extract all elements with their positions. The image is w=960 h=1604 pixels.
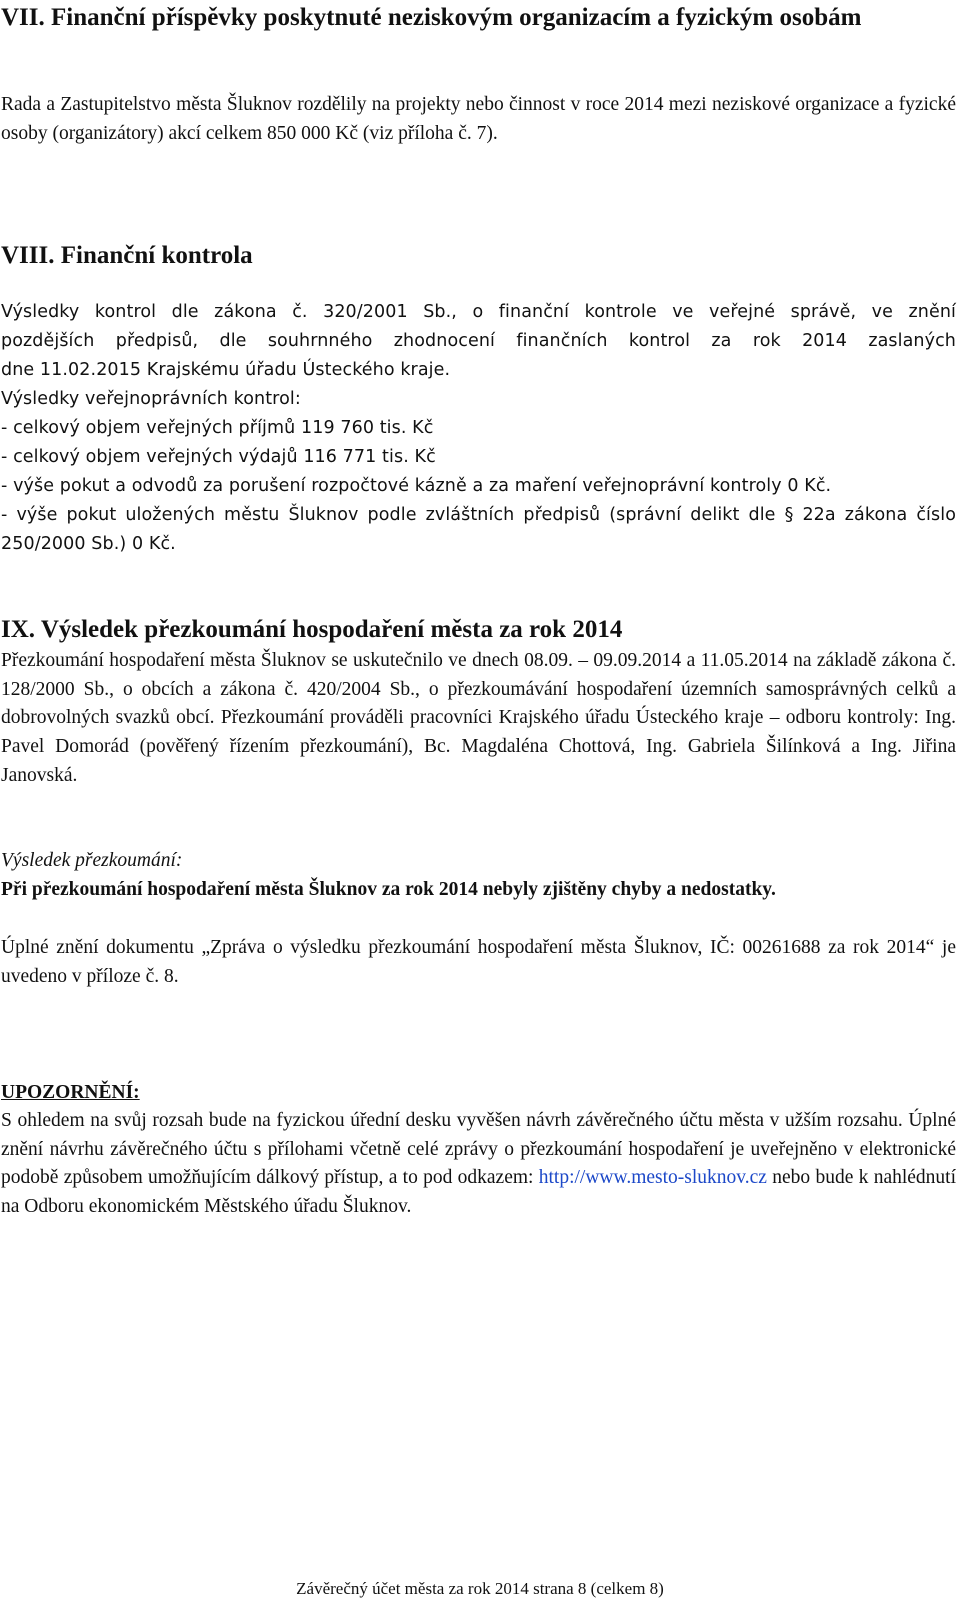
- page-footer: Závěrečný účet města za rok 2014 strana 8 (celkem 8): [296, 1579, 664, 1598]
- notice-text-before-link: S ohledem na svůj rozsah bude na fyzickou úřední desku vyvěšen návrh závěrečného účtu města v užším rozsahu. Úplné znění návrhu závěrečného účtu s přílohami včetně celé zprávy o přezkoumání hospodaření je uveřejněno v elektronické podobě způsobem umožňujícím dálkový přístup, a to pod odkazem:: [1, 1110, 956, 1189]
- section-9-result-label: Výsledek přezkoumání:: [1, 850, 183, 871]
- section-8-paragraph: [1, 298, 956, 559]
- section-9-text: Přezkoumání hospodaření města Šluknov se uskutečnilo ve dnech 08.09. – 09.09.2014 a 11.05.2014 na základě zákona č. 128/2000 Sb., o obcích a zákona č. 420/2004 Sb., o přezkoumávání hospodaření územních samosprávných celků a dobrovolných svazků obcí. Přezkoumání prováděli pracovníci Krajského úřadu Ústeckého kraje – odboru kontroly: Ing. Pavel Domorád (pověřený řízením přezkoumání), Bc. Magdaléna Chottová, Ing. Gabriela Šilínková a Ing. Jiřina Janovská.: [1, 650, 956, 786]
- notice-text: [1, 1107, 956, 1221]
- section-7-text: Rada a Zastupitelstvo města Šluknov rozdělily na projekty nebo činnost v roce 2014 mezi neziskové organizace a fyzické osoby (organizátory) akcí celkem 850 000 Kč (viz příloha č. 7).: [1, 94, 956, 145]
- section-7-title: VII. Finanční příspěvky poskytnuté neziskovým organizacím a fyzickým osobám: [1, 4, 862, 31]
- section-8-bullet-1: - celkový objem veřejných příjmů 119 760 tis. Kč: [1, 418, 434, 438]
- section-8-line-1: Výsledky kontrol dle zákona č. 320/2001 Sb., o finanční kontrole ve veřejné správě, ve znění: [1, 302, 956, 322]
- website-link[interactable]: http://www.mesto-sluknov.cz: [538, 1167, 767, 1189]
- section-9-result-text: Při přezkoumání hospodaření města Šluknov za rok 2014 nebyly zjištěny chyby a nedostatky.: [1, 879, 776, 900]
- section-8-bullet-2: - celkový objem veřejných výdajů 116 771 tis. Kč: [1, 447, 436, 467]
- section-8-title: VIII. Finanční kontrola: [1, 242, 253, 269]
- section-9-full-text: Úplné znění dokumentu „Zpráva o výsledku přezkoumání hospodaření města Šluknov, IČ: 00261688 za rok 2014“ je uvedeno v příloze č. 8.: [1, 937, 956, 988]
- section-9-title: IX. Výsledek přezkoumání hospodaření města za rok 2014: [1, 616, 623, 643]
- notice-text-after-link: nebo bude k nahlédnutí na Odboru ekonomickém Městského úřadu Šluknov.: [1, 1167, 957, 1217]
- section-8-line-3: dne 11.02.2015 Krajskému úřadu Ústeckého kraje.: [1, 360, 451, 380]
- section-8-bullet-3: - výše pokut a odvodů za porušení rozpočtové kázně a za maření veřejnoprávní kontroly 0 Kč.: [1, 476, 832, 496]
- notice-label: UPOZORNĚNÍ:: [1, 1082, 140, 1103]
- section-8-results-heading: Výsledky veřejnoprávních kontrol:: [1, 389, 301, 409]
- section-8-bullet-4: - výše pokut uložených městu Šluknov podle zvláštních předpisů (správní delikt dle § 22a zákona číslo 250/2000 Sb.) 0 Kč.: [1, 505, 956, 554]
- section-8-line-2: pozdějších předpisů, dle souhrnného zhodnocení finančních kontrol za rok 2014 zaslaných: [1, 331, 956, 351]
